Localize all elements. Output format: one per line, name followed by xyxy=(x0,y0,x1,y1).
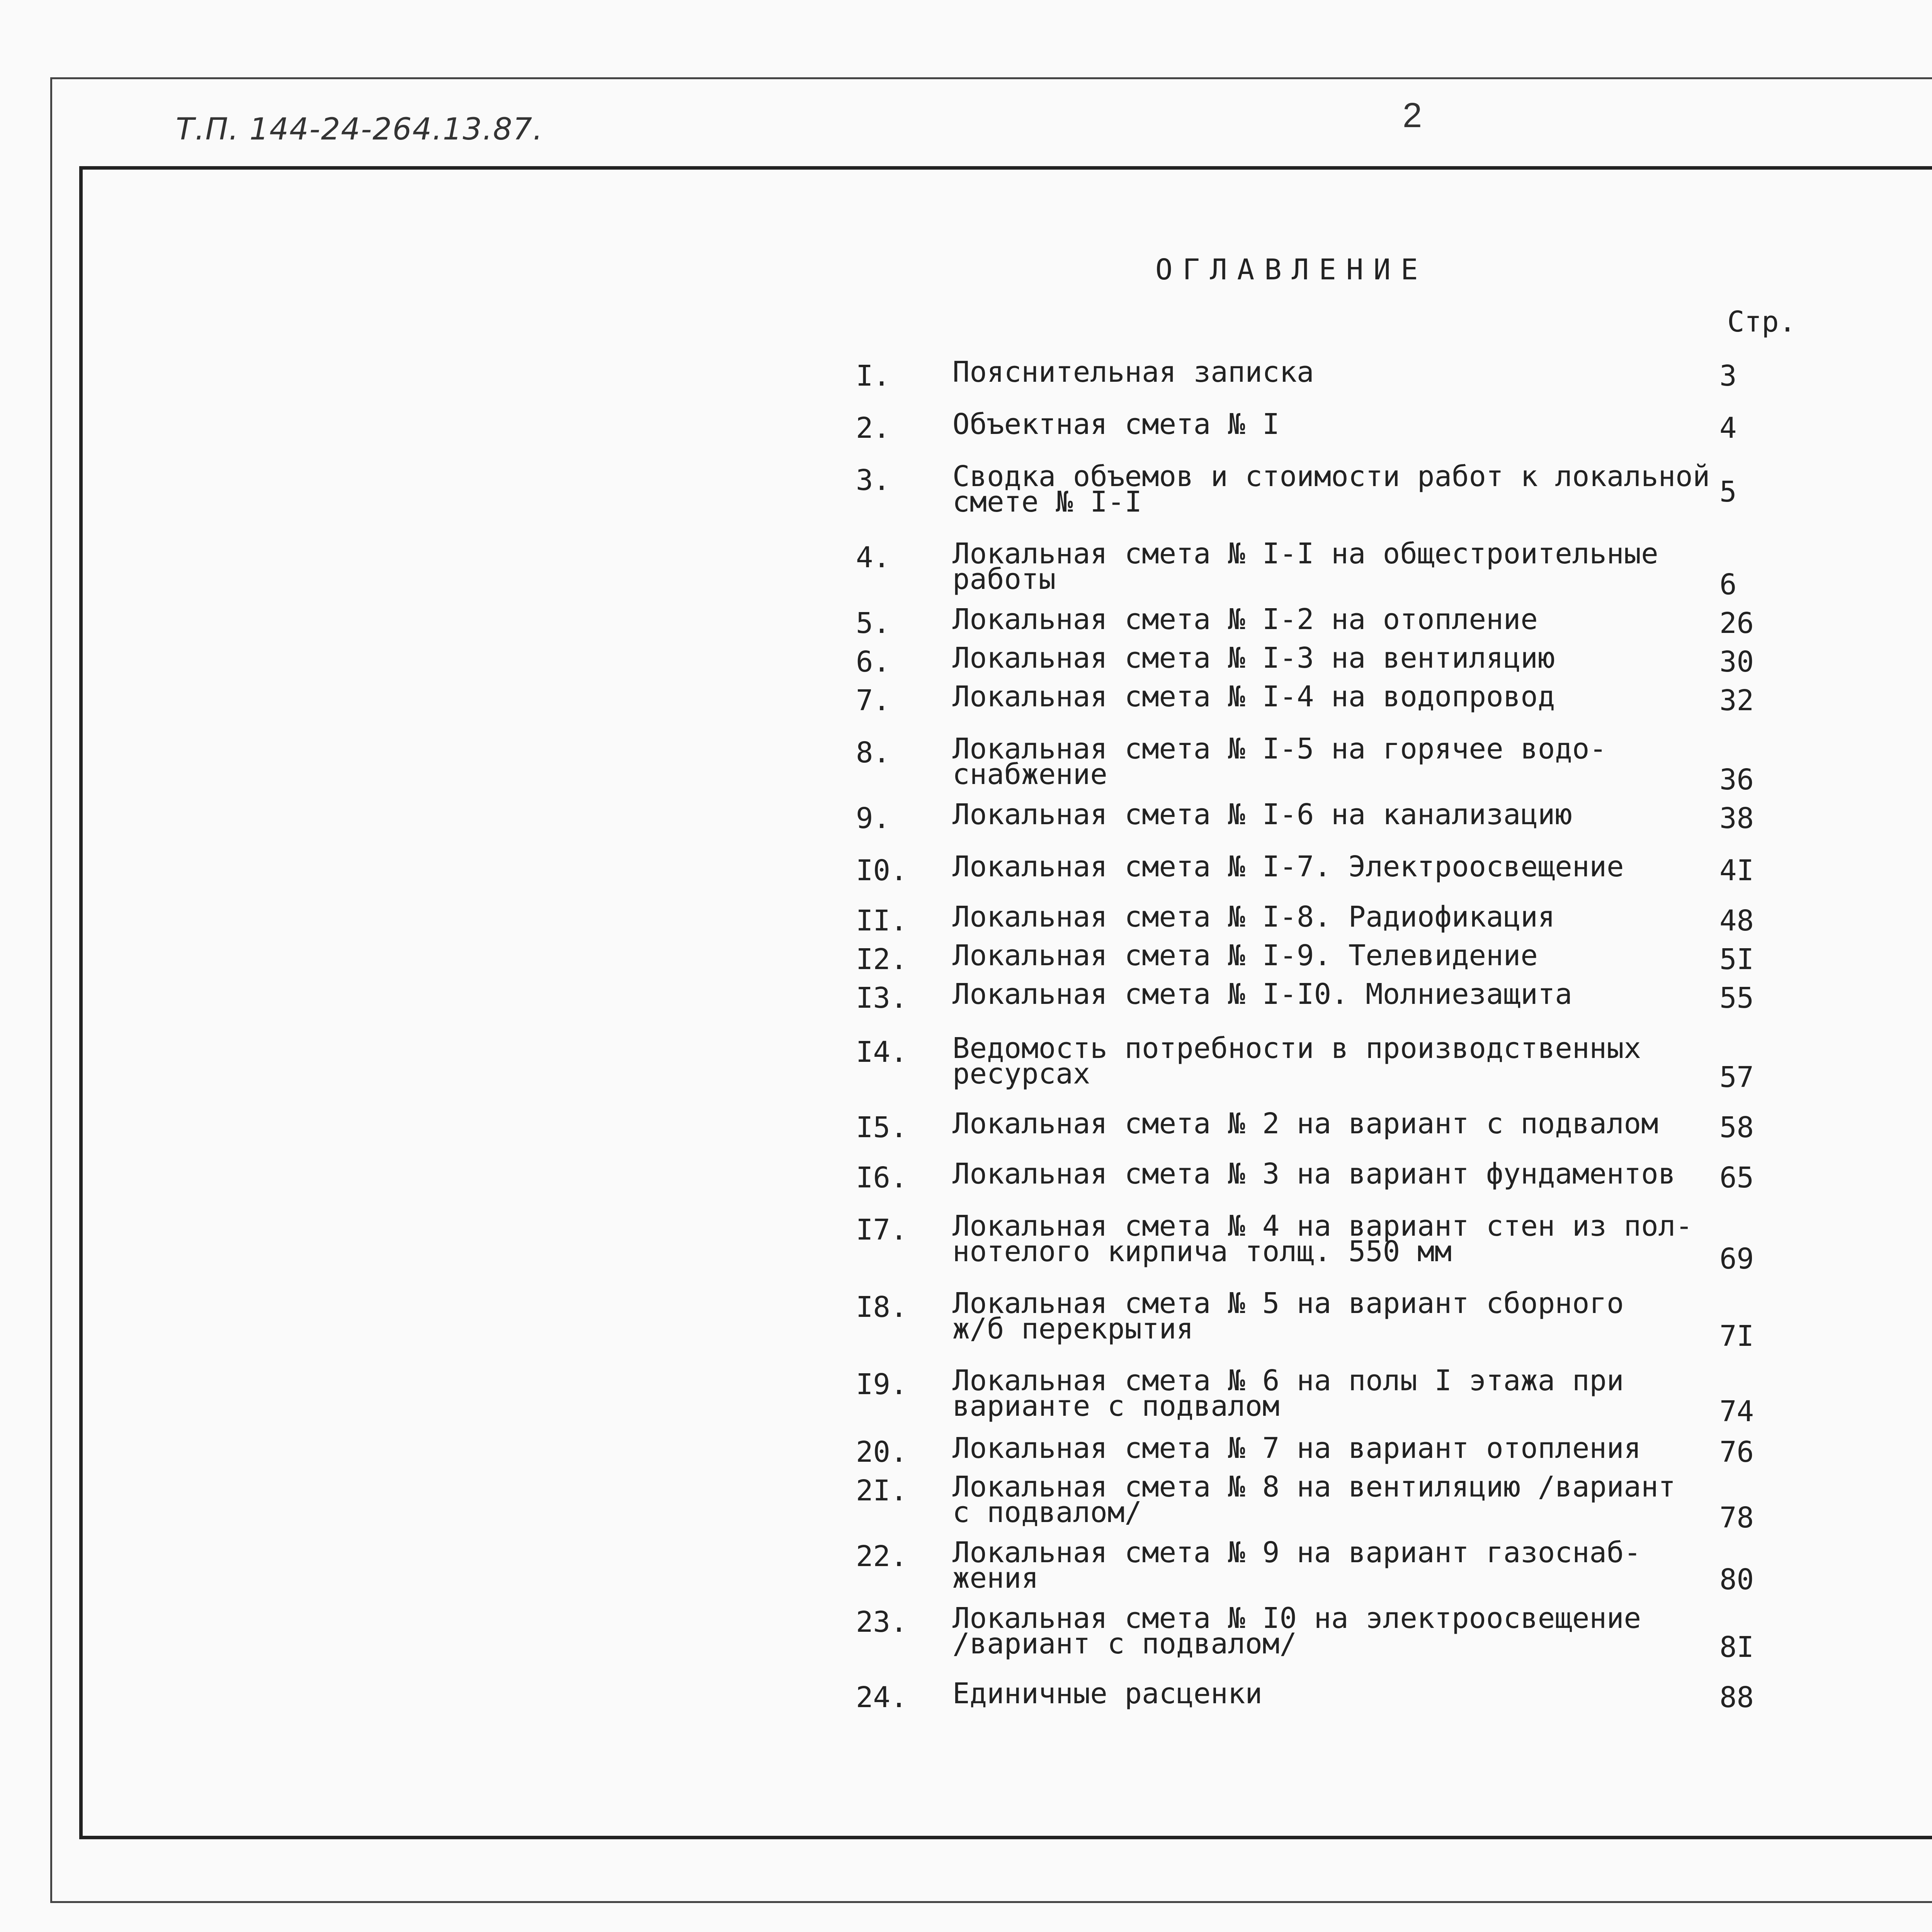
toc-item-number: I8. xyxy=(856,1291,908,1324)
toc-item-title: Локальная смета № 3 на вариант фундаментов xyxy=(952,1157,1676,1190)
toc-item-page: 57 xyxy=(1719,1061,1754,1094)
toc-item-title: Локальная смета № 6 на полы I этажа при варианте с подвалом xyxy=(952,1364,1624,1423)
toc-item-title: Локальная смета № I-I0. Молниезащита xyxy=(952,978,1572,1011)
toc-item-title: Локальная смета № 4 на вариант стен из пол- нотелого кирпича толщ. 550 мм xyxy=(952,1209,1693,1268)
toc-item-title: Локальная смета № I-4 на водопровод xyxy=(952,680,1555,713)
toc-item-page: 36 xyxy=(1719,763,1754,796)
toc-item-title: Локальная смета № I-5 на горячее водо- снабжение xyxy=(952,732,1607,791)
doc-code: Т.П. 144-24-264.13.87. xyxy=(176,112,543,147)
toc-item-title: Локальная смета № 7 на вариант отопления xyxy=(952,1432,1641,1465)
toc-item-number: 4. xyxy=(856,541,891,574)
toc-item-number: II. xyxy=(856,904,908,937)
toc-item-number: I6. xyxy=(856,1161,908,1194)
toc-item-number: 24. xyxy=(856,1681,908,1714)
toc-item-number: I5. xyxy=(856,1111,908,1144)
toc-item-title: Локальная смета № I-6 на канализацию xyxy=(952,798,1572,831)
toc-item-page: 4 xyxy=(1719,412,1737,445)
toc-item-title: Локальная смета № 8 на вентиляцию /вариант с подвалом/ xyxy=(952,1470,1676,1529)
toc-item-number: I3. xyxy=(856,981,908,1015)
toc-item-title: Сводка объемов и стоимости работ к локальной смете № I-I xyxy=(952,460,1710,519)
toc-item-number: 9. xyxy=(856,802,891,835)
toc-item-number: 20. xyxy=(856,1435,908,1469)
toc-item-page: 32 xyxy=(1719,684,1754,717)
toc-item-number: 2. xyxy=(856,412,891,445)
toc-item-number: I4. xyxy=(856,1036,908,1069)
toc-item-number: 7. xyxy=(856,684,891,717)
page-number: 2 xyxy=(1403,96,1422,135)
toc-item-number: I2. xyxy=(856,943,908,976)
toc-item-page: 4I xyxy=(1719,854,1754,887)
toc-item-page: 26 xyxy=(1719,607,1754,640)
toc-item-number: I. xyxy=(856,359,891,393)
toc-item-page: 55 xyxy=(1719,981,1754,1015)
toc-item-number: I0. xyxy=(856,854,908,887)
toc-item-number: I9. xyxy=(856,1368,908,1401)
toc-item-page: 69 xyxy=(1719,1242,1754,1276)
toc-item-page: 38 xyxy=(1719,802,1754,835)
toc-item-number: 23. xyxy=(856,1605,908,1639)
toc-item-title: Локальная смета № I-8. Радиофикация xyxy=(952,900,1555,934)
toc-item-page: 65 xyxy=(1719,1161,1754,1194)
toc-item-number: 3. xyxy=(856,464,891,497)
toc-item-title: Локальная смета № I-2 на отопление xyxy=(952,603,1538,636)
toc-item-page: 3 xyxy=(1719,359,1737,393)
toc-title: ОГЛАВЛЕНИЕ xyxy=(1155,253,1428,286)
toc-item-title: Локальная смета № I-I на общестроительные работы xyxy=(952,537,1658,596)
toc-item-page: 58 xyxy=(1719,1111,1754,1144)
toc-item-page: 78 xyxy=(1719,1501,1754,1534)
toc-item-number: 2I. xyxy=(856,1474,908,1507)
toc-item-number: 8. xyxy=(856,736,891,769)
toc-item-page: 5I xyxy=(1719,943,1754,976)
toc-item-page: 30 xyxy=(1719,645,1754,679)
toc-item-title: Локальная смета № I0 на электроосвещение /вариант с подвалом/ xyxy=(952,1602,1641,1660)
toc-item-page: 80 xyxy=(1719,1563,1754,1596)
toc-item-page: 7I xyxy=(1719,1320,1754,1353)
toc-item-title: Объектная смета № I xyxy=(952,408,1280,441)
toc-item-title: Единичные расценки xyxy=(952,1677,1262,1710)
toc-item-page: 8I xyxy=(1719,1631,1754,1664)
toc-item-page: 88 xyxy=(1719,1681,1754,1714)
toc-item-page: 76 xyxy=(1719,1435,1754,1469)
toc-item-title: Пояснительная записка xyxy=(952,355,1314,389)
toc-item-title: Локальная смета № 5 на вариант сборного ж/б перекрытия xyxy=(952,1287,1624,1345)
toc-item-title: Локальная смета № 9 на вариант газоснаб- жения xyxy=(952,1536,1641,1595)
toc-item-title: Локальная смета № 2 на вариант с подвалом xyxy=(952,1107,1658,1140)
toc-item-title: Локальная смета № I-7. Электроосвещение xyxy=(952,850,1624,883)
toc-item-title: Ведомость потребности в производственных ресурсах xyxy=(952,1032,1641,1090)
toc-item-title: Локальная смета № I-9. Телевидение xyxy=(952,939,1538,972)
toc-item-number: 22. xyxy=(856,1540,908,1573)
page-column-label: Стр. xyxy=(1727,305,1796,338)
toc-item-number: 6. xyxy=(856,645,891,679)
toc-item-number: 5. xyxy=(856,607,891,640)
toc-item-number: I7. xyxy=(856,1213,908,1247)
toc-item-page: 48 xyxy=(1719,904,1754,937)
toc-item-title: Локальная смета № I-3 на вентиляцию xyxy=(952,641,1555,675)
toc-item-page: 74 xyxy=(1719,1395,1754,1428)
toc-item-page: 6 xyxy=(1719,568,1737,601)
toc-item-page: 5 xyxy=(1719,475,1737,509)
